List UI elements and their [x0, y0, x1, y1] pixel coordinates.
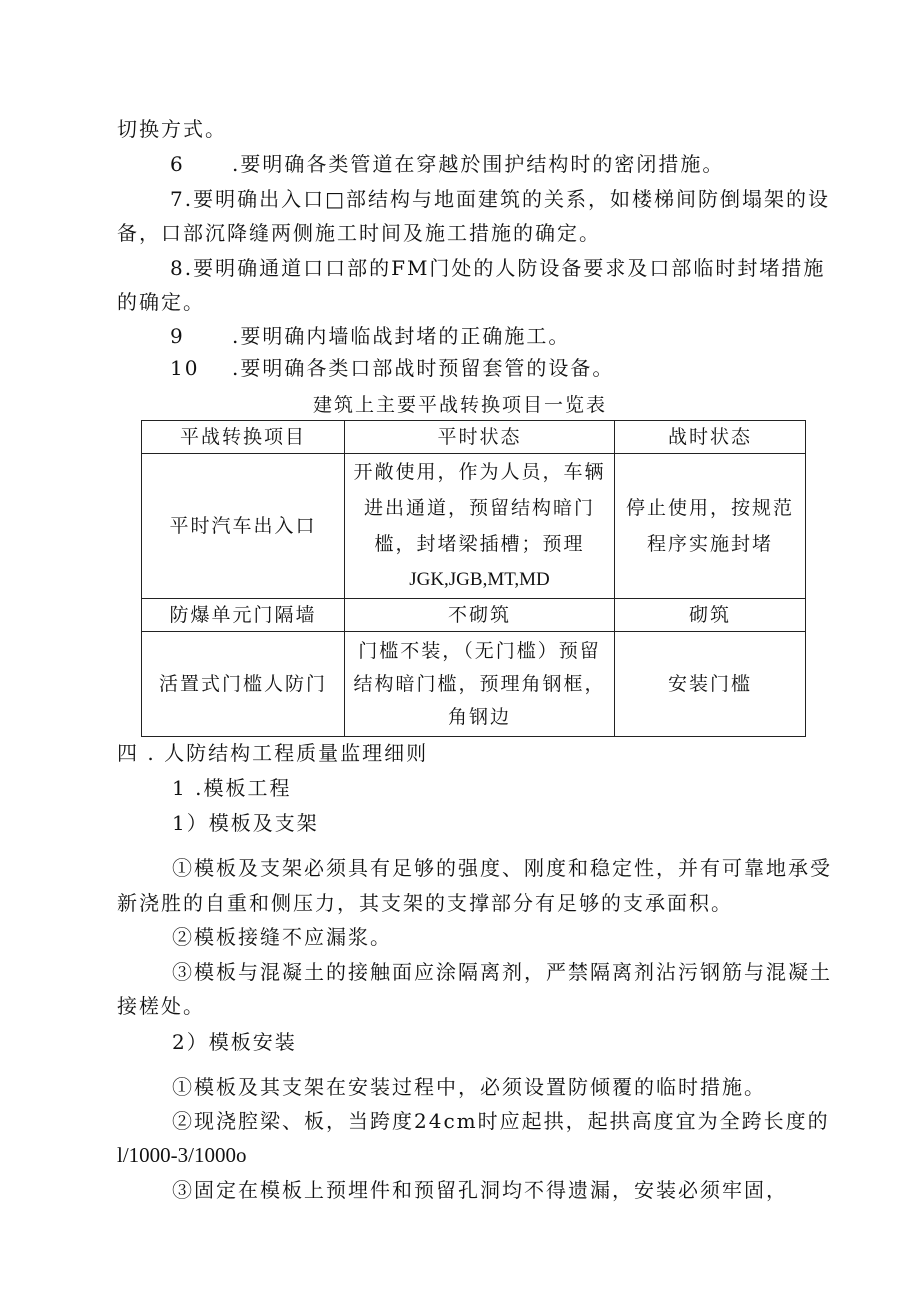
clause-line: ②模板接缝不应漏浆。 [172, 925, 392, 949]
clause-line: ③固定在模板上预埋件和预留孔洞均不得遗漏，安装必须牢固， [172, 1178, 788, 1202]
cell-item: 平时汽车出入口 [142, 454, 345, 599]
cell-item: 防爆单元门隔墙 [142, 599, 345, 632]
header-war: 战时状态 [615, 421, 806, 454]
header-item: 平战转换项目 [142, 421, 345, 454]
cell-item: 活置式门槛人防门 [142, 632, 345, 737]
cell-peace [345, 632, 615, 737]
item-8-line-2: 的确定。 [117, 290, 205, 314]
cell-line: 进出通道，预留结构暗门 [363, 497, 595, 519]
subsection-heading: 2）模板安装 [172, 1030, 297, 1054]
clause-line: 接槎处。 [117, 994, 205, 1018]
table-header-row [142, 421, 806, 454]
cell-line: 结构暗门槛，预理角钢框， [353, 672, 606, 695]
item-10 [170, 355, 614, 381]
cell-peace [345, 454, 615, 599]
clause-line: ①模板及其支架在安装过程中，必须设置防倾覆的临时措施。 [172, 1075, 766, 1099]
cell-line: 角钢边 [447, 705, 511, 728]
cell-line: 门槛不装，（无门槛）预留 [358, 639, 601, 662]
clause-line: l/1000-3/1000o [117, 1143, 247, 1167]
subsection-heading: 1）模板及支架 [172, 811, 319, 835]
item-6 [170, 151, 724, 177]
item-8-line-1: 8.要明确通道口口部的FM门处的人防设备要求及口部临时封堵措施 [170, 256, 826, 280]
clause-line: 新浇胜的自重和侧压力，其支架的支撑部分有足够的支承面积。 [117, 891, 733, 915]
item-9-number: 9 [170, 324, 185, 348]
header-peace: 平时状态 [345, 421, 615, 454]
subsection-heading: 1 .模板工程 [172, 776, 292, 800]
item-7-line-2: 备，口部沉降缝两侧施工时间及施工措施的确定。 [117, 221, 601, 245]
item-6-text: .要明确各类管道在穿越於围护结构时的密闭措施。 [232, 152, 725, 176]
clause-line: ①模板及支架必须具有足够的强度、刚度和稳定性，并有可靠地承受 [172, 856, 832, 880]
table-caption: 建筑上主要平战转换项目一览表 [312, 394, 607, 416]
table-row [142, 454, 806, 599]
cell-line: 停止使用，按规范 [625, 497, 794, 519]
cell-line: JGK,JGB,MT,MD [409, 569, 550, 590]
cell-line: 槛，封堵梁插槽；预理 [374, 533, 585, 555]
cell-line: 开敞使用，作为人员，车辆 [353, 461, 606, 483]
cell-peace: 不砌筑 [345, 599, 615, 632]
item-10-number: 10 [170, 356, 200, 380]
cell-war: 安装门槛 [615, 632, 806, 737]
item-7-line-1: 7.要明确出入口□部结构与地面建筑的关系，如楼梯间防倒塌架的设 [170, 187, 830, 211]
item-9-text: .要明确内墙临战封堵的正确施工。 [232, 324, 571, 348]
cell-war [615, 454, 806, 599]
section-heading: 四 . 人防结构工程质量监理细则 [117, 741, 429, 765]
paragraph-continuation: 切换方式。 [117, 117, 227, 141]
table-row [142, 599, 806, 632]
clause-line: ②现浇腔梁、板，当跨度24cm时应起拱，起拱高度宜为全跨长度的 [172, 1109, 830, 1133]
table-row [142, 632, 806, 737]
item-6-number: 6 [170, 152, 185, 176]
cell-war: 砌筑 [615, 599, 806, 632]
conversion-table [141, 420, 806, 737]
item-9 [170, 323, 570, 349]
item-10-text: .要明确各类口部战时预留套管的设备。 [232, 356, 615, 380]
cell-line: 程序实施封堵 [646, 533, 773, 555]
clause-line: ③模板与混凝土的接触面应涂隔离剂，严禁隔离剂沾污钢筋与混凝土 [172, 960, 832, 984]
